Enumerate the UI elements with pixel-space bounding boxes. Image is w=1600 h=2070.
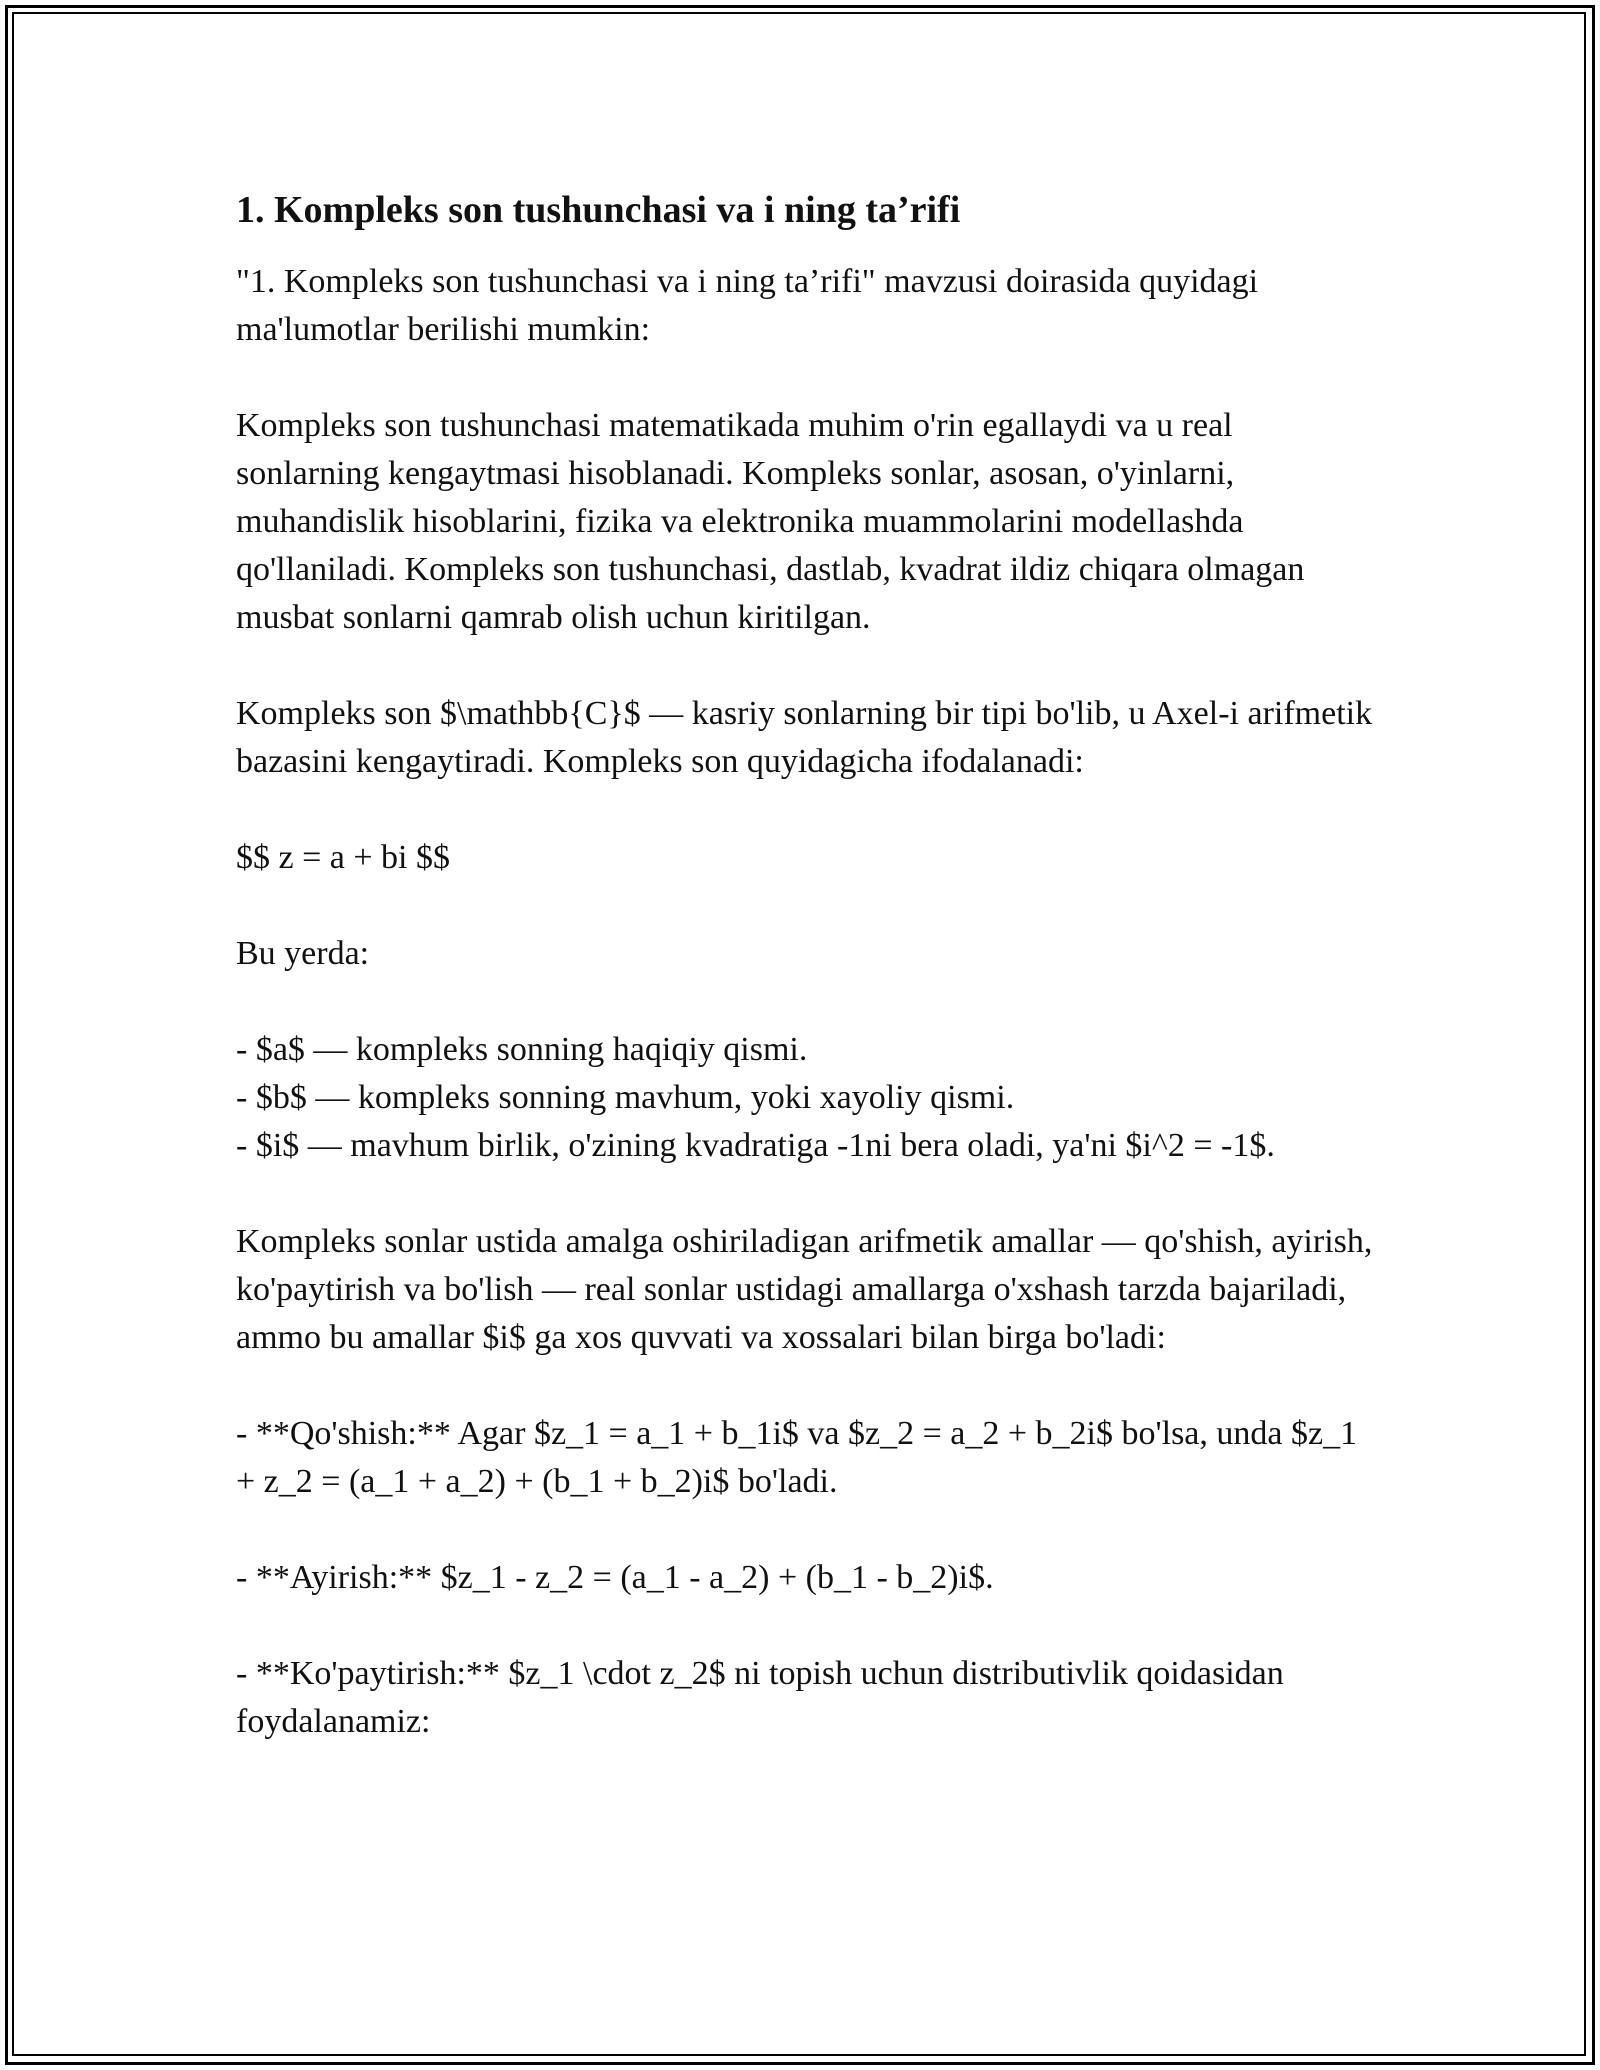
operations-paragraph: Kompleks sonlar ustida amalga oshiriladigan arifmetik amallar — qo'shish, ayirish, ko'paytirish va bo'lish — real sonlar ustidagi amallarga o'xshash tarzda bajariladi, ammo bu amallar $i$ ga xos quvvati va xossalari bilan birga bo'ladi: <box>236 1223 1373 1356</box>
document-body <box>236 186 1376 1794</box>
page-title: 1. Kompleks son tushunchasi va i ning ta’rifi <box>236 189 961 231</box>
multiplication-paragraph: - **Ko'paytirish:** $z_1 \cdot z_2$ ni topish uchun distributivlik qoidasidan foydalanamiz: <box>236 1655 1284 1740</box>
component-list <box>236 1026 1376 1170</box>
definition-paragraph: Kompleks son tushunchasi matematikada muhim o'rin egallaydi va u real sonlarning kengaytmasi hisoblanadi. Kompleks sonlar, asosan, o'yinlarni, muhandislik hisoblarini, fizika va elektronika muammolarini modellashda qo'llaniladi. Kompleks son tushunchasi, dastlab, kvadrat ildiz chiqara olmagan musbat sonlarni qamrab olish uchun kiritilgan. <box>236 407 1305 636</box>
bu-yerda-label: Bu yerda: <box>236 935 370 972</box>
intro-paragraph: "1. Kompleks son tushunchasi va i ning ta’rifi" mavzusi doirasida quyidagi ma'lumotlar berilishi mumkin: <box>236 263 1259 348</box>
subtraction-paragraph: - **Ayirish:** $z_1 - z_2 = (a_1 - a_2) + (b_1 - b_2)i$. <box>236 1559 994 1596</box>
complex-set-paragraph: Kompleks son $\mathbb{C}$ — kasriy sonlarning bir tipi bo'lib, u Axel-i arifmetik bazasini kengaytiradi. Kompleks son quyidagicha ifodalanadi: <box>236 695 1373 780</box>
list-item: - $b$ — kompleks sonning mavhum, yoki xayoliy qismi. <box>236 1079 1015 1116</box>
addition-paragraph: - **Qo'shish:** Agar $z_1 = a_1 + b_1i$ va $z_2 = a_2 + b_2i$ bo'lsa, unda $z_1 + z_2 = (a_1 + a_2) + (b_1 + b_2)i$ bo'ladi. <box>236 1415 1358 1500</box>
list-item: - $a$ — kompleks sonning haqiqiy qismi. <box>236 1031 808 1068</box>
formula-line: $$ z = a + bi $$ <box>236 839 450 876</box>
list-item: - $i$ — mavhum birlik, o'zining kvadratiga -1ni bera oladi, ya'ni $i^2 = -1$. <box>236 1127 1275 1164</box>
